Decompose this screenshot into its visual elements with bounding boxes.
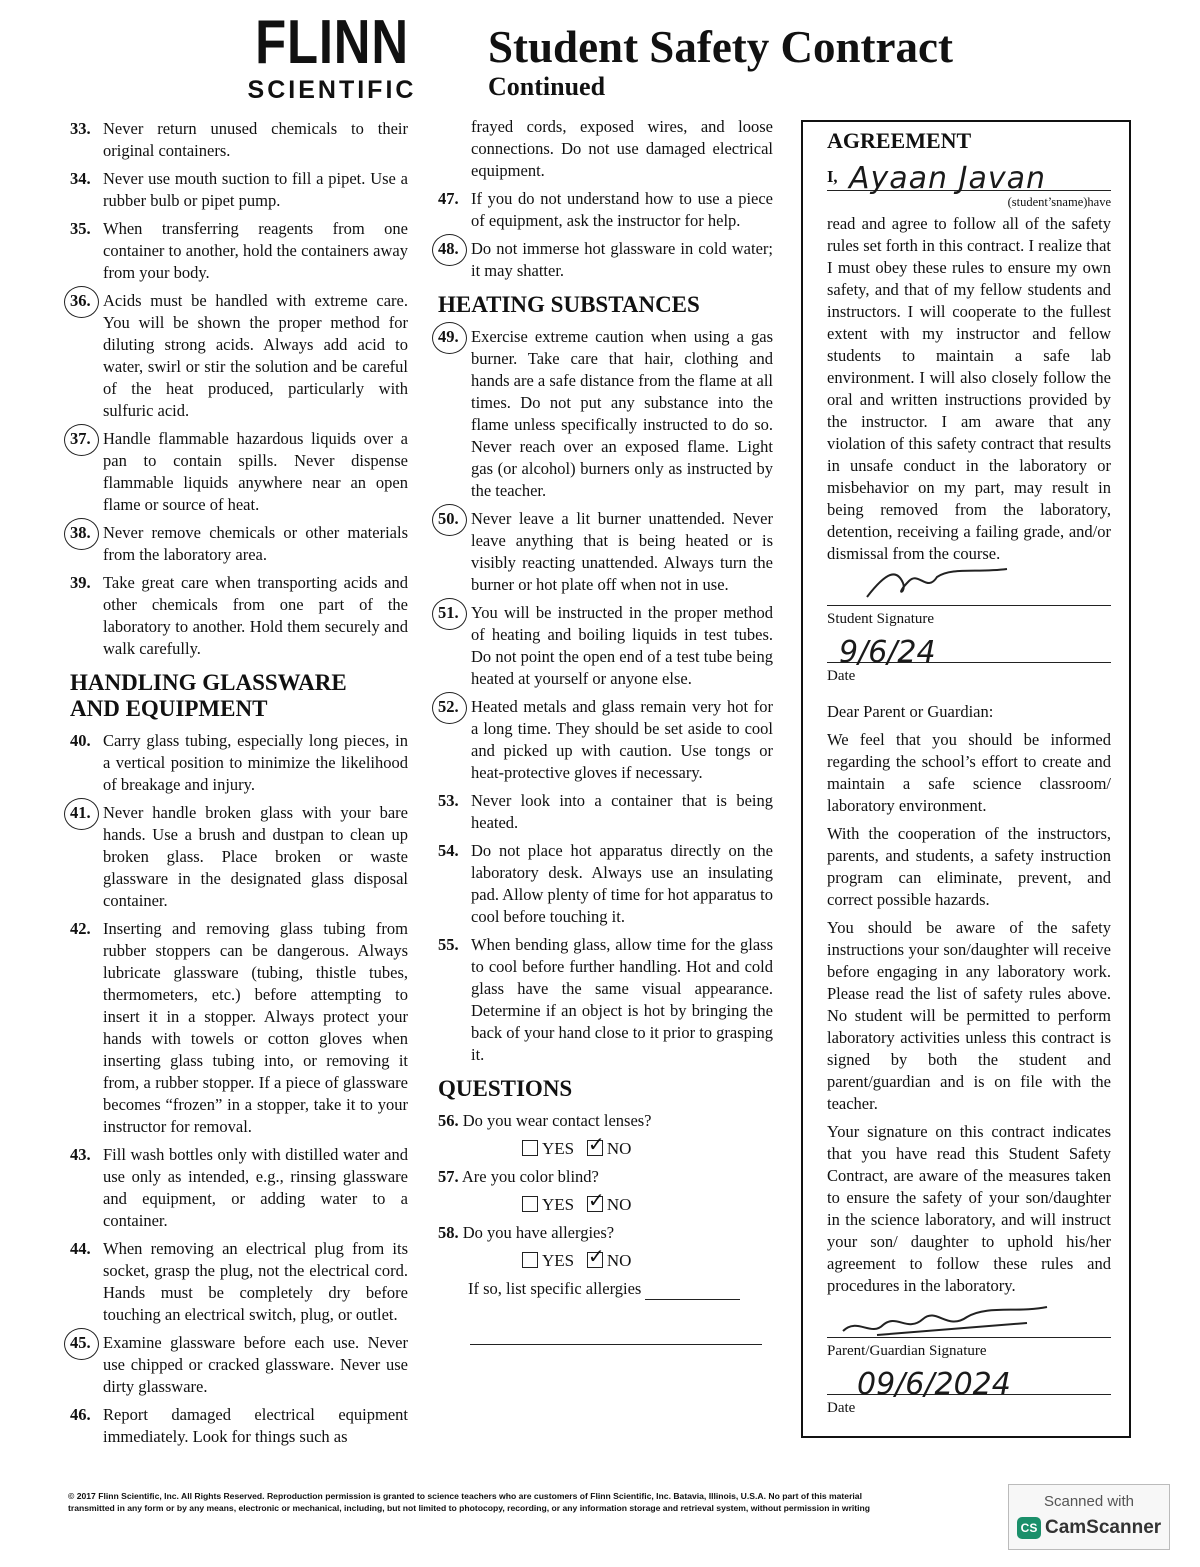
- rule-text: Do not immerse hot glassware in cold water; it may shatter.: [471, 239, 773, 280]
- yes-checkbox[interactable]: [522, 1196, 538, 1212]
- allergy-input-line[interactable]: [645, 1299, 740, 1300]
- rule-number: 41.: [70, 803, 91, 822]
- question-text: Are you color blind?: [461, 1167, 599, 1186]
- rule-43: [70, 1144, 408, 1232]
- no-label: NO: [606, 1195, 632, 1214]
- rule-text: Never look into a container that is being heated.: [471, 791, 773, 832]
- rule-number: 38.: [70, 523, 91, 542]
- rule-50: [438, 508, 773, 596]
- parent-paragraph-2: With the cooperation of the instructors, parents, and students, a safety instruction program can eliminate, prevent, and correct possible hazards.: [827, 824, 1111, 909]
- section-heading-questions: QUESTIONS: [438, 1076, 573, 1101]
- yes-label: YES: [542, 1139, 575, 1158]
- rule-text: Never return unused chemicals to their original containers.: [103, 119, 408, 160]
- agreement-title: AGREEMENT: [827, 128, 972, 153]
- agreement-paragraph: read and agree to follow all of the safety rules set forth in this contract. I realize that I must obey these rules to ensure my own safety, and that of my fellow students and instructors. I will cooperate to the fullest extent with my instructor and fellow students to maintain a safe lab environment. I will also closely follow the oral and written instructions provided by the instructor. I am aware that any violation of this safety contract that results in unsafe conduct in the laboratory or misbehavior on my part, may result in being removed from the laboratory, detention, receiving a failing grade, and/or dismissal from the course.: [827, 214, 1111, 563]
- logo-sub: SCIENTIFIC: [247, 76, 417, 104]
- dear-parent: Dear Parent or Guardian:: [827, 702, 994, 721]
- page-subtitle: Continued: [488, 72, 606, 101]
- student-date-line[interactable]: [827, 630, 1111, 670]
- rule-number: 44.: [70, 1239, 91, 1258]
- rules-column-2: [438, 116, 773, 1345]
- rule-text: Carry glass tubing, especially long pieces, in a vertical position to minimize the likelihood of breakage and injury.: [103, 731, 408, 794]
- rule-38: [70, 522, 408, 566]
- rule-text: Never use mouth suction to fill a pipet. Use a rubber bulb or pipet pump.: [103, 169, 408, 210]
- yes-label: YES: [542, 1195, 575, 1214]
- rule-49: [438, 326, 773, 502]
- student-signature-scribble: [857, 563, 1017, 603]
- i-label: I,: [827, 167, 838, 186]
- rule-number: 43.: [70, 1145, 91, 1164]
- question-56-options: [522, 1138, 773, 1160]
- question-number: 58.: [438, 1223, 459, 1242]
- rule-33: [70, 118, 408, 162]
- rule-text: Acids must be handled with extreme care. You will be shown the proper method for diluting strong acids. Always add acid to water, swirl or stir the solution and be careful of the heat produced, particularly with sulfuric acid.: [103, 291, 408, 420]
- rule-text: When bending glass, allow time for the glass to cool before further handling. Hot and cold glass have the same visual appearance. Determine if an object is hot by bringing the back of your hand close to it prior to grasping it.: [471, 935, 773, 1064]
- rule-text: Report damaged electrical equipment immediately. Look for things such as: [103, 1405, 408, 1446]
- rule-number: 50.: [438, 509, 459, 528]
- rule-number: 35.: [70, 219, 91, 238]
- student-signature-line[interactable]: [827, 571, 1111, 606]
- rule-number: 47.: [438, 189, 459, 208]
- question-58: [438, 1222, 773, 1244]
- rule-45: [70, 1332, 408, 1398]
- student-date-handwritten: 9/6/24: [839, 635, 936, 670]
- rule-44: [70, 1238, 408, 1326]
- no-checkbox-checked[interactable]: [587, 1252, 603, 1268]
- rule-text: You will be instructed in the proper method of heating and boiling liquids in test tubes. Do not point the open end of a test tube being heated at yourself or anyone else.: [471, 603, 773, 688]
- rule-34: [70, 168, 408, 212]
- rule-41: [70, 802, 408, 912]
- name-caption: (student’sname)have: [1007, 195, 1111, 209]
- rule-text: Do not place hot apparatus directly on the laboratory desk. Always use an insulating pad. Allow plenty of time for hot apparatus to cool before touching it.: [471, 841, 773, 926]
- rule-number: 37.: [70, 429, 91, 448]
- allergy-prompt: If so, list specific allergies: [468, 1279, 642, 1298]
- rule-text: Fill wash bottles only with distilled water and use only as intended, e.g., rinsing glassware and equipment, or adding water to a container.: [103, 1145, 408, 1230]
- question-text: Do you wear contact lenses?: [462, 1111, 652, 1130]
- watermark-line-1: Scanned with: [1043, 1493, 1135, 1510]
- rule-number: 39.: [70, 573, 91, 592]
- rule-number: 42.: [70, 919, 91, 938]
- rules-column-1: [70, 118, 408, 1454]
- flinn-logo: [222, 8, 442, 105]
- question-57-options: [522, 1194, 773, 1216]
- rule-55: [438, 934, 773, 1066]
- no-checkbox-checked[interactable]: [587, 1196, 603, 1212]
- parent-date-line[interactable]: [827, 1362, 1111, 1402]
- rule-42: [70, 918, 408, 1138]
- question-number: 56.: [438, 1111, 459, 1130]
- rule-51: [438, 602, 773, 690]
- question-56: [438, 1110, 773, 1132]
- rule-52: [438, 696, 773, 784]
- section-heading-heating: HEATING SUBSTANCES: [438, 292, 700, 317]
- rule-text: Inserting and removing glass tubing from rubber stoppers can be dangerous. Always lubricate glassware (tubing, thistle tubes, thermometers, etc.) before attempting to insert it in a stopper. Always protect your hands with towels or cotton gloves when inserting glass tubing into, or removing it from, a rubber stopper. If a piece of glassware becomes “frozen” in a stopper, take it to your instructor for removal.: [103, 919, 408, 1136]
- section-heading-line: HANDLING GLASSWARE: [70, 670, 347, 695]
- question-57: [438, 1166, 773, 1188]
- yes-checkbox[interactable]: [522, 1252, 538, 1268]
- rule-number: 45.: [70, 1333, 91, 1352]
- page-title: Student Safety Contract: [488, 22, 953, 72]
- rule-number: 55.: [438, 935, 459, 954]
- rule-36: [70, 290, 408, 422]
- rule-number: 33.: [70, 119, 91, 138]
- rule-number: 36.: [70, 291, 91, 310]
- logo-main: FLINN: [255, 8, 409, 77]
- yes-checkbox[interactable]: [522, 1140, 538, 1156]
- rule-35: [70, 218, 408, 284]
- rule-number: 49.: [438, 327, 459, 346]
- parent-signature-label: Parent/Guardian Signature: [827, 1343, 987, 1359]
- student-name-line[interactable]: [827, 154, 1111, 196]
- no-label: NO: [606, 1139, 632, 1158]
- camscanner-watermark: [1008, 1484, 1170, 1550]
- rule-text: Exercise extreme caution when using a gas burner. Take care that hair, clothing and hands are a safe distance from the flame at all times. Do not put any substance into the flame unless specifically instructed to do so. Never reach over an exposed flame. Light gas (or alcohol) burners only as instructed by the teacher.: [471, 327, 773, 500]
- rule-text: Never handle broken glass with your bare hands. Use a brush and dustpan to clean up broken glass. Place broken or waste glassware in the designated glass disposal container.: [103, 803, 408, 910]
- rule-number: 46.: [70, 1405, 91, 1424]
- section-heading-line: AND EQUIPMENT: [70, 696, 268, 721]
- rule-number: 53.: [438, 791, 459, 810]
- rule-number: 54.: [438, 841, 459, 860]
- rule-text: If you do not understand how to use a piece of equipment, ask the instructor for help.: [471, 189, 773, 230]
- no-label: NO: [606, 1251, 632, 1270]
- rule-text: Never remove chemicals or other materials from the laboratory area.: [103, 523, 408, 564]
- footer-line: © 2017 Flinn Scientific, Inc. All Rights Reserved. Reproduction permission is granted to science teachers who are customers of Flinn Scientific, Inc. Batavia, Illinois, U.S.A. No part of this material: [68, 1491, 862, 1501]
- rule-number: 51.: [438, 603, 459, 622]
- parent-date-handwritten: 09/6/2024: [857, 1367, 1011, 1402]
- rule-text: Handle flammable hazardous liquids over a pan to contain spills. Never dispense flammable liquids anywhere near an open flame or source of heat.: [103, 429, 408, 514]
- parent-paragraph-1: We feel that you should be informed regarding the school’s effort to create and maintain a safe science classroom/ laboratory environment.: [827, 730, 1111, 815]
- camscanner-logo-icon: CS: [1017, 1517, 1041, 1539]
- rule-text: Never leave a lit burner unattended. Never leave anything that is being heated or is visibly reacting unattended. Always turn the burner or hot plate off when not in use.: [471, 509, 773, 594]
- rule-text: When transferring reagents from one container to another, hold the containers away from your body.: [103, 219, 408, 282]
- question-number: 57.: [438, 1167, 459, 1186]
- agreement-box: [801, 120, 1131, 1438]
- yes-label: YES: [542, 1251, 575, 1270]
- copyright-footer: [68, 1490, 1018, 1514]
- allergy-prompt-row: [468, 1278, 773, 1300]
- rule-46: [70, 1404, 408, 1448]
- rule-54: [438, 840, 773, 928]
- question-58-options: [522, 1250, 773, 1272]
- student-signature-label: Student Signature: [827, 611, 935, 627]
- no-checkbox-checked[interactable]: [587, 1140, 603, 1156]
- rule-text: When removing an electrical plug from its socket, grasp the plug, not the electrical cord. Hands must be completely dry before touching an electrical switch, plug, or outlet.: [103, 1239, 408, 1324]
- rule-48: [438, 238, 773, 282]
- parent-paragraph-4: Your signature on this contract indicates that you have read this Student Safety Contract, are aware of the measures taken to ensure the safety of your son/daughter in the science laboratory, and will instruct your son/ daughter to uphold his/her agreement to follow these rules and procedures in the laboratory.: [827, 1122, 1111, 1295]
- date-label: Date: [827, 668, 856, 684]
- footer-line: transmitted in any form or by any means, electronic or mechanical, including, but not limited to photocopy, recording, or any information storage and retrieval system, without permission in writing: [68, 1503, 871, 1513]
- rule-text: Heated metals and glass remain very hot for a long time. They should be set aside to cool and picked up with caution. Use tongs or heat-protective gloves if necessary.: [471, 697, 773, 782]
- student-name-handwritten: Ayaan Javan: [849, 161, 1046, 196]
- rule-39: [70, 572, 408, 660]
- rule-40: [70, 730, 408, 796]
- allergy-input-line-2[interactable]: [470, 1344, 762, 1345]
- rule-number: 34.: [70, 169, 91, 188]
- rule-text: Take great care when transporting acids and other chemicals from one part of the laboratory to another. Hold them securely and walk carefully.: [103, 573, 408, 658]
- rule-number: 40.: [70, 731, 91, 750]
- rule-number: 48.: [438, 239, 459, 258]
- parent-paragraph-3: You should be aware of the safety instructions your son/daughter will receive before engaging in any laboratory work. Please read the list of safety rules above. No student will be permitted to perform laboratory activities unless this contract is signed by both the student and parent/guardian and is on file with the teacher.: [827, 918, 1111, 1113]
- rule-text: frayed cords, exposed wires, and loose connections. Do not use damaged electrical equipment.: [471, 117, 773, 180]
- rule-53: [438, 790, 773, 834]
- watermark-line-2: CamScanner: [1045, 1517, 1162, 1538]
- rule-text: Examine glassware before each use. Never use chipped or cracked glassware. Never use dirty glassware.: [103, 1333, 408, 1396]
- parent-signature-scribble: [837, 1297, 1057, 1341]
- question-text: Do you have allergies?: [462, 1223, 615, 1242]
- section-heading-glassware: [70, 670, 408, 722]
- rule-37: [70, 428, 408, 516]
- rule-47: [438, 188, 773, 232]
- date-label-2: Date: [827, 1400, 856, 1416]
- rule-number: 52.: [438, 697, 459, 716]
- rule-46-continued: [438, 116, 773, 182]
- parent-signature-line[interactable]: [827, 1303, 1111, 1338]
